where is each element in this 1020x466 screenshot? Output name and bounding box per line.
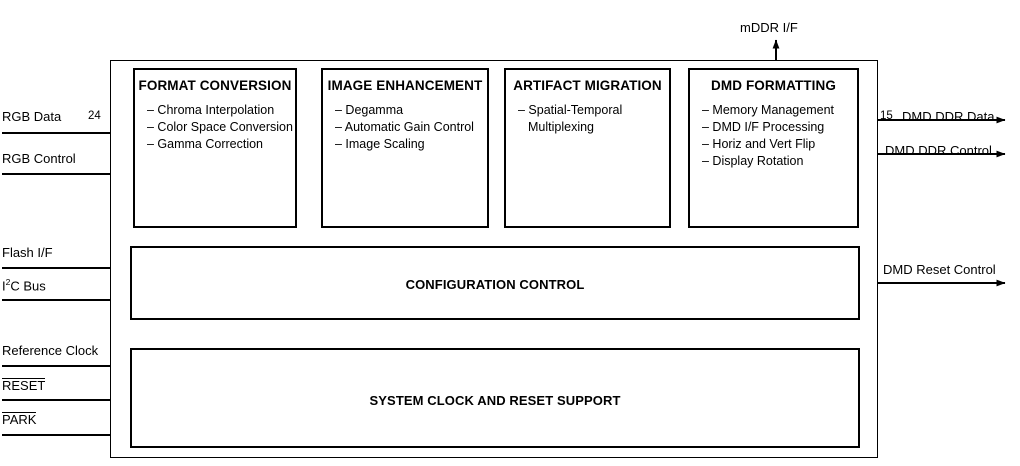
label-reset: [2, 378, 45, 394]
label-dmd-bus-width: 15: [880, 110, 893, 122]
block-configuration-control: [130, 246, 860, 320]
block-title: ARTIFACT MIGRATION: [513, 78, 662, 93]
label-i2c-bus: [2, 277, 46, 293]
park-text: PARK: [2, 412, 37, 427]
label-park: [2, 412, 36, 428]
block-item: – Automatic Gain Control: [335, 119, 474, 134]
i2c-superscript: 2: [5, 277, 11, 287]
block-format-conversion: [133, 68, 297, 228]
label-rgb-control: RGB Control: [2, 151, 76, 166]
label-dmd-ddr-control: DMD DDR Control: [885, 143, 992, 158]
block-system-clock-reset: [130, 348, 860, 448]
block-item: – Memory Management: [702, 102, 835, 117]
block-items: [335, 102, 487, 153]
block-image-enhancement: [321, 68, 489, 228]
block-item: – Spatial-Temporal: [518, 102, 623, 117]
reset-text: RESET: [2, 378, 46, 393]
label-dmd-reset-control: DMD Reset Control: [883, 262, 996, 277]
label-reference-clock: Reference Clock: [2, 343, 99, 358]
block-artifact-migration: [504, 68, 671, 228]
block-item: Multiplexing: [528, 119, 595, 134]
block-items: [702, 102, 857, 171]
block-title: FORMAT CONVERSION: [138, 78, 292, 93]
block-dmd-formatting: [688, 68, 859, 228]
block-item: – Gamma Correction: [147, 137, 264, 152]
label-dmd-ddr-data: DMD DDR Data: [902, 109, 995, 124]
label-flash-if: Flash I/F: [2, 245, 53, 260]
system-clock-reset-label: SYSTEM CLOCK AND RESET SUPPORT: [369, 393, 621, 408]
block-item: – Image Scaling: [335, 137, 425, 152]
block-item: – Horiz and Vert Flip: [702, 137, 816, 152]
block-item: – Color Space Conversion: [147, 119, 293, 134]
block-item: – Chroma Interpolation: [147, 102, 275, 117]
configuration-control-label: CONFIGURATION CONTROL: [405, 277, 585, 292]
block-title: IMAGE ENHANCEMENT: [327, 78, 483, 93]
block-items: [147, 102, 295, 153]
block-item: – DMD I/F Processing: [702, 119, 825, 134]
i2c-prefix: I: [2, 278, 6, 294]
block-items: [518, 102, 669, 136]
block-item: – Display Rotation: [702, 154, 804, 169]
block-item: – Degamma: [335, 102, 404, 117]
label-mddr-if: mDDR I/F: [740, 20, 798, 35]
label-rgb-data: RGB Data: [2, 109, 62, 124]
label-rgb-bus-width: 24: [88, 110, 101, 122]
block-title: DMD FORMATTING: [711, 78, 836, 93]
i2c-label: C Bus: [10, 278, 46, 294]
